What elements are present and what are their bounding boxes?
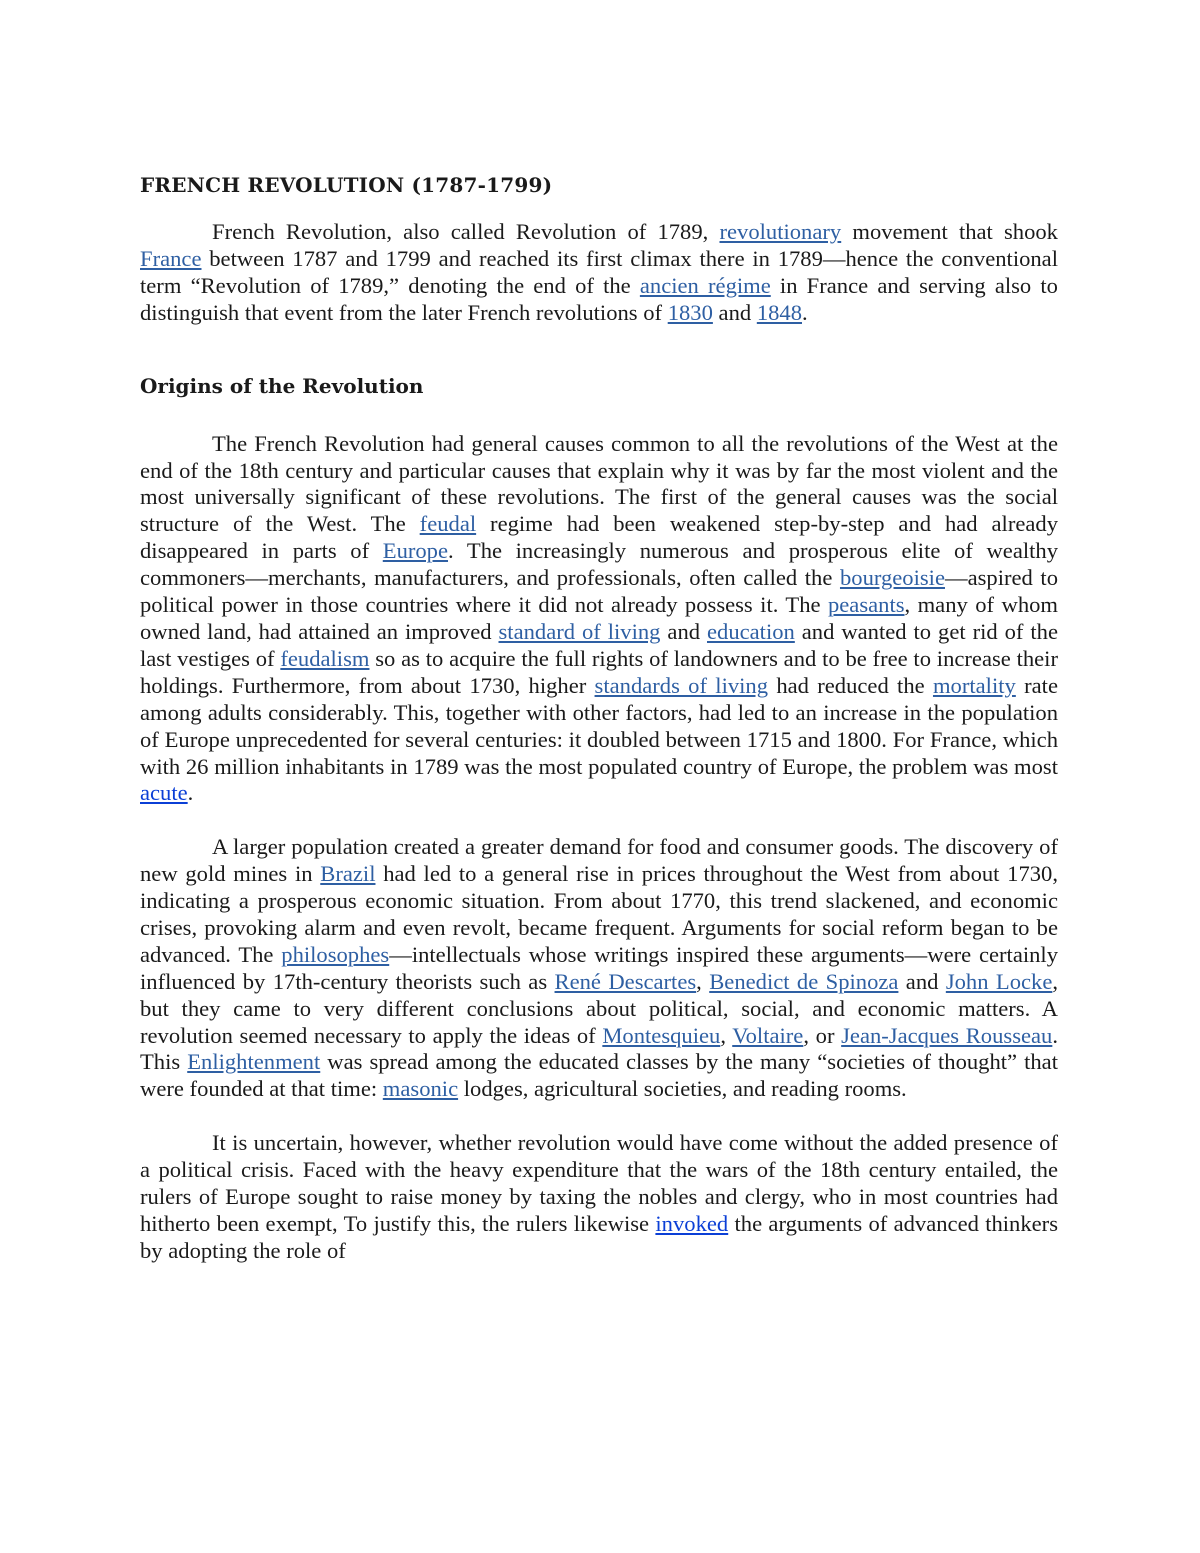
link-peasants[interactable]: peasants (827, 592, 905, 618)
text-run: , (696, 968, 710, 994)
link-montesquieu[interactable]: Montesquieu (602, 1022, 721, 1048)
text-run: , or (803, 1022, 842, 1048)
link-bourgeoisie[interactable]: bourgeoisie (839, 565, 945, 591)
text-run: A larger population created a greater demand for food and consumer goods. The discovery of new gold mines in (140, 834, 1058, 887)
text-run: so as to acquire the full rights of landowners and to be free to increase their holdings. Furthermore, from about 1730, higher (140, 645, 1058, 698)
text-run: . (187, 780, 194, 806)
text-run: , but they came to very different conclusions about political, social, and economic matters. A revolution seemed necessary to apply the ideas of (140, 968, 1059, 1048)
text-run: in France and serving also to distinguish that event from the later French revolutions of (140, 272, 1058, 325)
text-run: was spread among the educated classes by the many “societies of thought” that were founded at that time: (140, 1049, 1058, 1102)
link-1830[interactable]: 1830 (667, 299, 713, 325)
link-rene-descartes[interactable]: René Descartes (554, 968, 697, 994)
link-invoked[interactable]: invoked (655, 1210, 729, 1236)
link-jean-jacques-rousseau[interactable]: Jean-Jacques Rousseau (841, 1022, 1053, 1048)
section-heading: Origins of the Revolution (140, 373, 424, 398)
link-france[interactable]: France (140, 245, 202, 271)
link-philosophes[interactable]: philosophes (281, 941, 390, 967)
text-run: and (712, 299, 757, 325)
text-run: regime had been weakened step-by-step and had already disappeared in parts of (140, 511, 1058, 564)
link-standards-of-living[interactable]: standards of living (594, 672, 769, 698)
paragraph-population-demand (140, 834, 1058, 1103)
link-feudalism[interactable]: feudalism (280, 645, 370, 671)
text-run: —intellectuals whose writings inspired these arguments—were certainly influenced by 17th-century theorists such as (140, 941, 1058, 994)
text-run: French Revolution, also called Revolution of 1789, (212, 219, 720, 244)
text-run: . (802, 299, 808, 325)
text-run: rate among adults considerably. This, together with other factors, had led to an increase in the population of Europe unprecedented for several centuries: it doubled between 1715 and 1800. For France, which with 26 million inhabitants in 1789 was the most populated country of Europe, the problem was most (140, 672, 1058, 779)
text-run: had reduced the (768, 672, 933, 698)
text-run: . This (140, 1022, 1058, 1075)
link-europe[interactable]: Europe (382, 538, 449, 564)
paragraph-political-crisis (140, 1130, 1058, 1265)
paragraph-social-structure (140, 431, 1058, 808)
intro-paragraph (140, 219, 1058, 327)
text-run: It is uncertain, however, whether revolution would have come without the added presence of a political crisis. Faced with the heavy expenditure that the wars of the 18th century entailed, the rulers of Europe sought to raise money by taxing the nobles and clergy, who in most countries had hitherto been exempt, To justify this, the rulers likewise (140, 1130, 1058, 1236)
text-run: and wanted to get rid of the last vestiges of (140, 618, 1058, 671)
link-ancien-regime[interactable]: ancien régime (639, 272, 771, 298)
link-1848[interactable]: 1848 (756, 299, 802, 325)
text-run: lodges, agricultural societies, and reading rooms. (458, 1076, 907, 1102)
link-brazil[interactable]: Brazil (320, 861, 376, 887)
text-run: The French Revolution had general causes common to all the revolutions of the West at the end of the 18th century and particular causes that explain why it was by far the most violent and the most universally significant of these revolutions. The first of the general causes was the social structure of the West. The (140, 430, 1058, 537)
text-run: the arguments of advanced thinkers by adopting the role of (140, 1210, 1058, 1263)
link-john-locke[interactable]: John Locke (945, 968, 1053, 994)
link-education[interactable]: education (707, 618, 795, 644)
link-feudal[interactable]: feudal (419, 511, 477, 537)
link-voltaire[interactable]: Voltaire (732, 1022, 804, 1048)
link-benedict-de-spinoza[interactable]: Benedict de Spinoza (709, 968, 899, 994)
text-run: , (720, 1022, 733, 1048)
link-acute[interactable]: acute (140, 780, 188, 806)
link-enlightenment[interactable]: Enlightenment (187, 1049, 321, 1075)
link-standard-of-living[interactable]: standard of living (498, 618, 661, 644)
link-revolutionary[interactable]: revolutionary (719, 219, 842, 244)
text-run: and (898, 968, 946, 994)
document-title: FRENCH REVOLUTION (1787-1799) (140, 173, 553, 197)
link-masonic[interactable]: masonic (382, 1076, 459, 1102)
text-run: —aspired to political power in those countries where it did not already possess it. The (140, 565, 1058, 618)
text-run: and (660, 618, 707, 644)
text-run: . The increasingly numerous and prosperous elite of wealthy commoners—merchants, manufacturers, and professionals, often called the (140, 538, 1058, 591)
text-run: movement that shook (841, 219, 1058, 244)
text-run: had led to a general rise in prices throughout the West from about 1730, indicating a prosperous economic situation. From about 1770, this trend slackened, and economic crises, provoking alarm and even revolt, became frequent. Arguments for social reform began to be advanced. The (140, 861, 1058, 967)
text-run: between 1787 and 1799 and reached its first climax there in 1789—hence the conventional term “Revolution of 1789,” denoting the end of the (140, 245, 1058, 298)
link-mortality[interactable]: mortality (932, 672, 1016, 698)
text-run: , many of whom owned land, had attained an improved (140, 592, 1058, 644)
